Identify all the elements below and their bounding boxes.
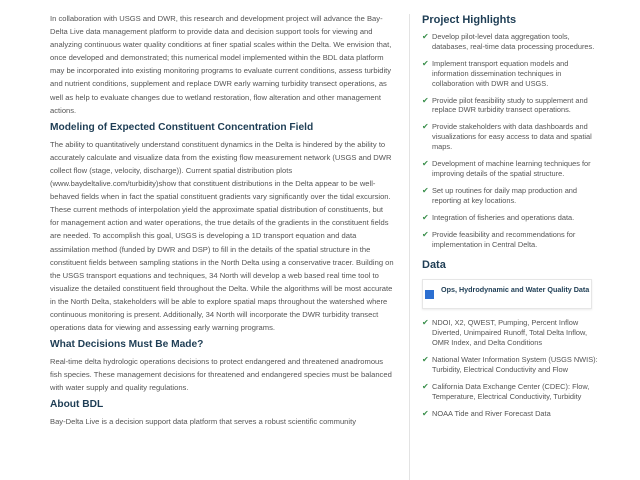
data-list [422,318,602,418]
data-card-label: Ops, Hydrodynamic and Water Quality Data [441,285,590,295]
check-icon: ✔ [422,32,429,41]
check-icon: ✔ [422,58,429,68]
list-item [422,230,602,250]
list-item [422,186,602,206]
data-item-text: NOAA Tide and River Forecast Data [432,408,551,418]
list-item [422,59,602,89]
check-icon: ✔ [422,212,429,222]
list-item [422,32,602,52]
heading-about: About BDL [50,399,104,411]
data-item-text: NDOI, X2, QWEST, Pumping, Percent Inflow Diverted, Unimpaired Runoff, Total Delta Inflow, OMR Index, and Delta Conditions [432,318,588,348]
list-item [422,159,602,179]
highlight-text: Provide stakeholders with data dashboards and visualizations for easy access to data and spatial maps. [432,122,592,152]
list-item [422,213,602,223]
highlight-text: Set up routines for daily map production and reporting at key locations. [432,185,578,205]
list-item [422,382,602,402]
highlights-title: Project Highlights [422,14,517,26]
data-category-card[interactable] [422,279,592,309]
highlights-list [422,32,602,249]
check-icon: ✔ [422,185,429,195]
highlight-text: Development of machine learning techniques for improving details of the spatial structure. [432,159,591,178]
check-icon: ✔ [422,95,429,105]
modeling-paragraph: The ability to quantitatively understand constituent dynamics in the Delta is hindered by the ability to accurately calculate and visualize data from the existing flow measurement network (USGS and DWR collect flow (stage, velocity, discharge)). Current spatial distribution plots (www.baydeltalive.com/turbidity)show that constituent distributions in the Delta appear to be well-behaved fields when in fact the spatial constituent gradients vary significantly over the tidal excursion. These current methods of interpolation yield the approximate spatial distribution of constituents, but for management action and water operations, the true details of the gradients in the constituent fields are needed. To accomplish this goal, USGS is developing a 1D transport equation and data assimilation method (funded by DWR and DSP) to fill in the details of the spatial structure in the constituent fields between sampling stations in the North Delta using a conservative tracer. Building on the USGS transport equations and techniques, 34 North will develop a web based real time tool to visualize the detailed constituent field throughout the Delta. While the algorithms will be most accurate in the North Delta, stakeholders will be able to explore spatial maps throughout the watershed where continuous monitoring is present. Additionally, 34 North will incorporate the DWR turbidity transect operations data for viewing and assessing early warning programs. [50,139,394,333]
heading-decisions: What Decisions Must Be Made? [50,339,204,351]
check-icon: ✔ [422,355,429,365]
data-title: Data [422,259,446,272]
sidebar-divider [409,14,410,480]
list-item [422,355,602,375]
heading-modeling: Modeling of Expected Constituent Concentration Field [50,121,314,133]
check-icon: ✔ [422,318,429,328]
highlight-text: Implement transport equation models and information dissemination techniques in collaboration with DWR and USGS. [432,58,569,88]
list-item [422,409,602,419]
decisions-paragraph: Real-time delta hydrologic operations decisions to protect endangered and threatened anadromous fish species. These management decisions for threatened and endangered species must be balanced with water supply and quality regulations. [50,357,392,393]
check-icon: ✔ [422,381,429,391]
check-icon: ✔ [422,408,429,418]
data-item-text: National Water Information System (USGS NWIS): Turbidity, Electrical Conductivity and Flow [432,355,598,375]
list-item [422,122,602,152]
data-square-icon [425,290,434,299]
check-icon: ✔ [422,122,429,132]
highlight-text: Provide feasibility and recommendations for implementation in Central Delta. [432,229,576,249]
list-item [422,96,602,116]
data-item-text: California Data Exchange Center (CDEC): Flow, Temperature, Electrical Conductivity, Turbidity [432,381,590,401]
main-content [50,12,394,429]
check-icon: ✔ [422,229,429,239]
list-item [422,318,602,348]
intro-paragraph: In collaboration with USGS and DWR, this research and development project will advance the Bay-Delta Live data management platform to provide data and decision support tools for viewing and analyzing continuous water quality conditions at finer spatial scales within the Delta. We envision that, once developed and demonstrated; this numerical model implemented within the BDL data platform may be incorporated into existing monitoring programs to evaluate current conditions, assess turbidity and nutrient conditions, supplement and replace DWR early warning turbidity transect operations, as well as help to evaluate changes due to wetland restoration, flow alteration and other management actions. [50,14,392,115]
sidebar [422,12,602,426]
check-icon: ✔ [422,159,429,169]
highlight-text: Integration of fisheries and operations data. [432,212,575,222]
about-paragraph: Bay-Delta Live is a decision support data platform that serves a robust scientific community [50,417,356,427]
highlight-text: Provide pilot feasibility study to supplement and replace DWR turbidity transect operations. [432,95,588,115]
highlight-text: Develop pilot-level data aggregation tools, databases, real-time data processing procedures. [432,32,595,51]
